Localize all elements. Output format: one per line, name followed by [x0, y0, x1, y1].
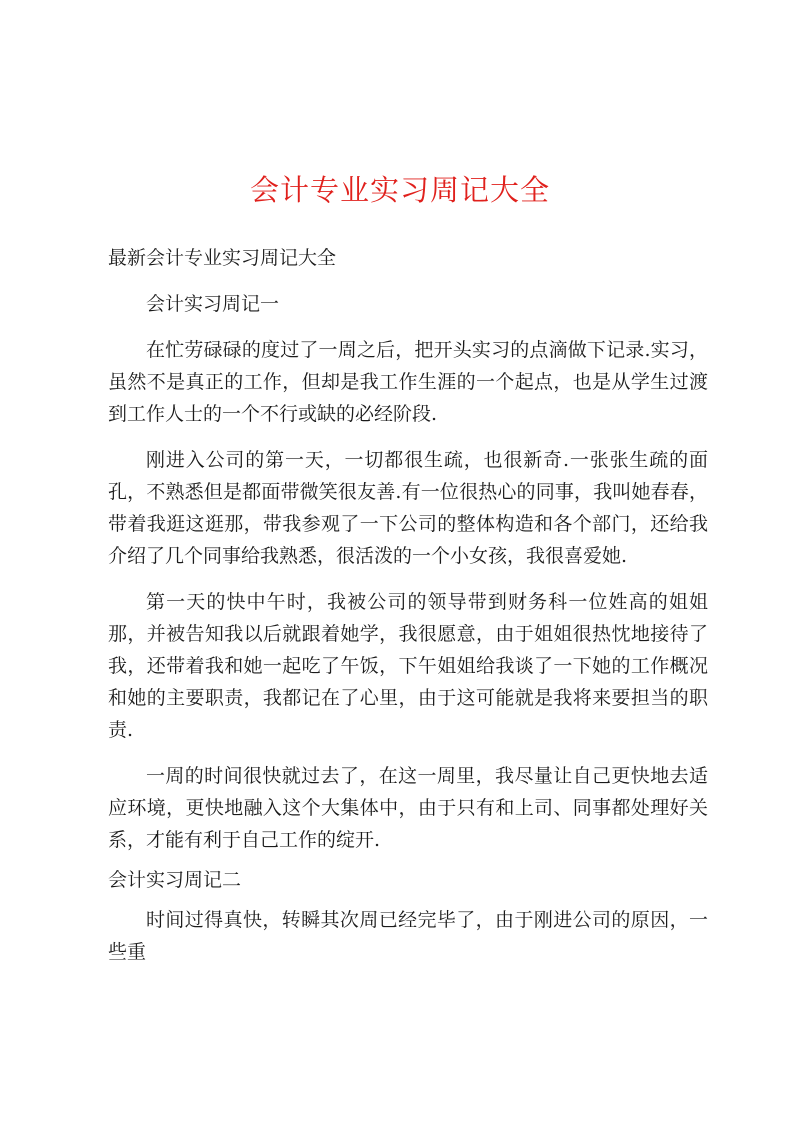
paragraph-4: 一周的时间很快就过去了，在这一周里，我尽量让自己更快地去适应环境，更快地融入这个大集体中，由于只有和上司、同事都处理好关系，才能有利于自己工作的绽开. [108, 765, 708, 851]
section-heading-week-1: 会计实习周记一 [146, 293, 280, 315]
document-title: 会计专业实习周记大全 [249, 173, 550, 207]
paragraph-1: 在忙劳碌碌的度过了一周之后，把开头实习的点滴做下记录.实习，虽然不是真正的工作，但却是我工作生涯的一个起点，也是从学生过渡到工作人士的一个不行或缺的必经阶段. [108, 339, 708, 425]
paragraph-2: 刚进入公司的第一天，一切都很生疏，也很新奇.一张张生疏的面孔，不熟悉但是都面带微笑很友善.有一位很热心的同事，我叫她春春，带着我逛这逛那，带我参观了一下公司的整体构造和各个部门，还给我介绍了几个同事给我熟悉，很活泼的一个小女孩，我很喜爱她. [108, 449, 708, 567]
section-heading-week-2: 会计实习周记二 [108, 869, 242, 891]
document-body [108, 242, 708, 982]
paragraph-5: 时间过得真快，转瞬其次周已经完毕了，由于刚进公司的原因，一些重 [108, 909, 708, 963]
paragraph-3: 第一天的快中午时，我被公司的领导带到财务科一位姓高的姐姐那，并被告知我以后就跟着她学，我很愿意，由于姐姐很热忱地接待了我，还带着我和她一起吃了午饭，下午姐姐给我谈了一下她的工作概况和她的主要职责，我都记在了心里，由于这可能就是我将来要担当的职责. [108, 591, 708, 741]
document-subtitle: 最新会计专业实习周记大全 [108, 247, 337, 269]
